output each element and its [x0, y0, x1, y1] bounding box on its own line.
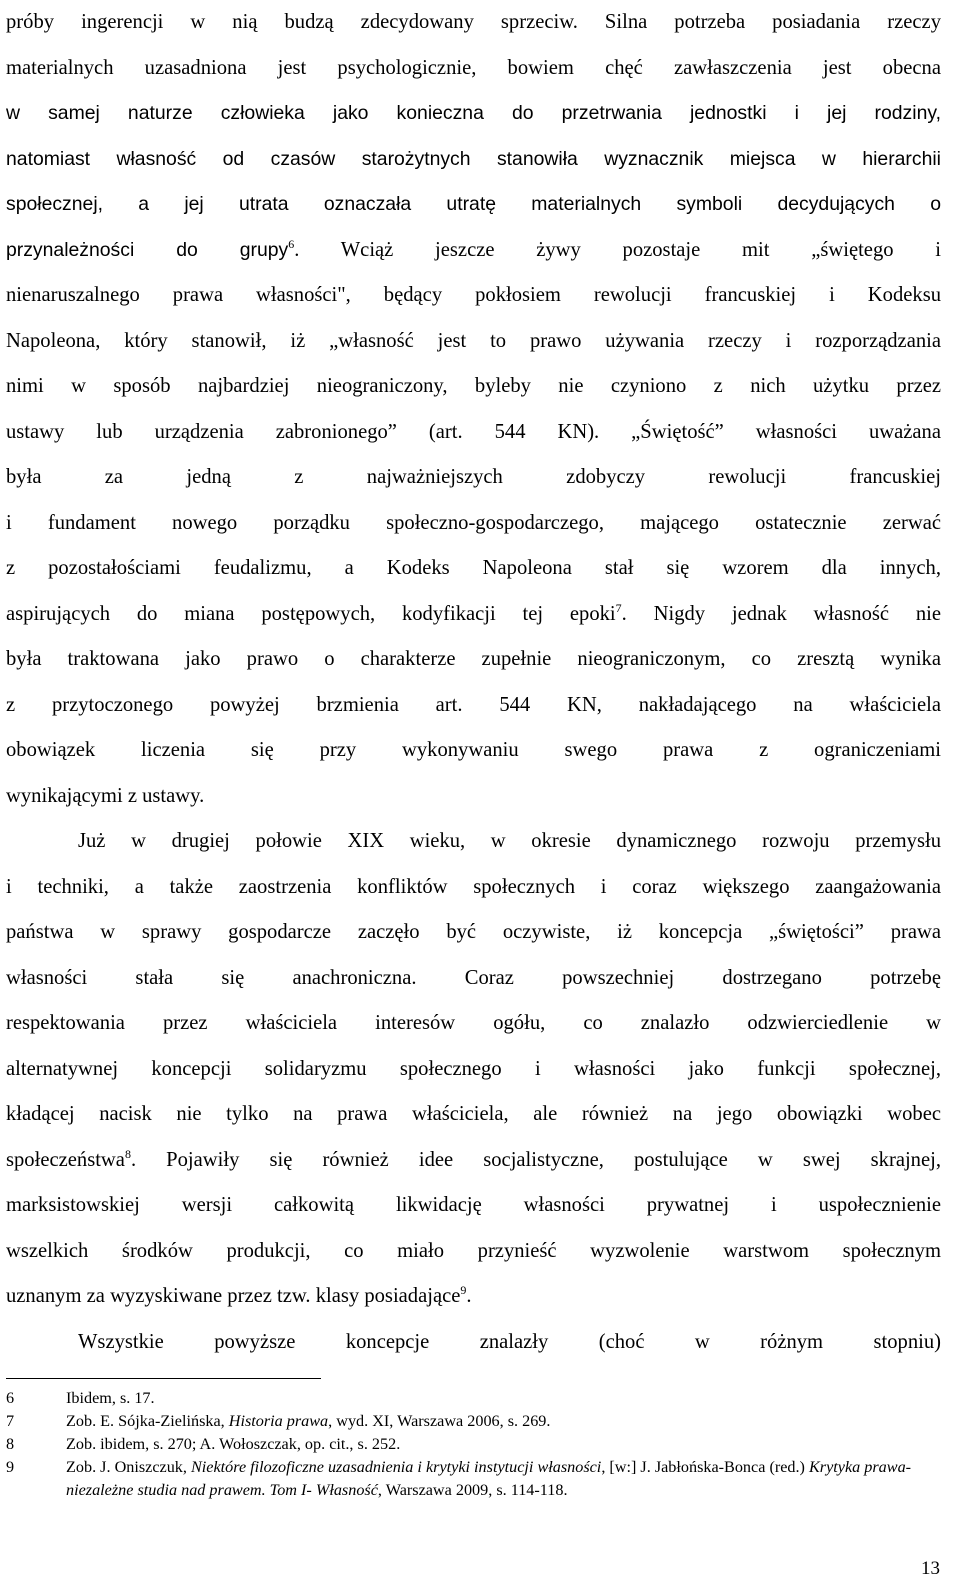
text-line	[6, 1183, 941, 1229]
footnote-segment: Ibidem, s. 17.	[66, 1389, 155, 1407]
text-line	[6, 1001, 941, 1047]
text-segment: wszelkich środków produkcji, co miało przynieść wyzwolenie warstwom społecznym	[6, 1239, 941, 1262]
footnote	[6, 1456, 941, 1502]
footnote	[6, 1433, 941, 1456]
text-line	[6, 91, 941, 137]
text-line	[6, 819, 941, 865]
text-segment: własności stała się anachroniczna. Coraz powszechniej dostrzegano potrzebę	[6, 966, 941, 989]
text-segment: nimi w sposób najbardziej nieograniczony, byleby nie czyniono z nich użytku przez	[6, 375, 941, 397]
text-segment: państwa w sprawy gospodarcze zaczęło być oczywiste, iż koncepcja „świętości” prawa	[6, 921, 941, 943]
footnote-ref: 9	[460, 1283, 467, 1298]
text-segment: kładącej nacisk nie tylko na prawa właściciela, ale również na jego obowiązki wobec	[6, 1103, 941, 1125]
text-line	[6, 501, 941, 547]
footnote-number: 7	[6, 1412, 15, 1430]
footnote-ref: 6	[288, 236, 295, 251]
text-line	[6, 410, 941, 456]
text-line	[6, 455, 941, 501]
footnote-text	[66, 1387, 941, 1410]
text-line	[6, 137, 941, 183]
text-line	[6, 1274, 941, 1320]
footnote-separator	[6, 1378, 321, 1379]
text-line	[6, 228, 941, 274]
text-segment: społecznej, a jej utrata oznaczała utratę materialnych symboli decydujących o	[6, 193, 941, 215]
text-segment: marksistowskiej wersji całkowitą likwidację własności prywatnej i uspołecznienie	[6, 1194, 941, 1216]
text-segment: Już w drugiej połowie XIX wieku, w okresie dynamicznego rozwoju przemysłu	[78, 830, 941, 852]
footnote-text	[66, 1433, 941, 1456]
text-segment: ustawy lub urządzenia zabronionego” (art. 544 KN). „Świętość” własności uważana	[6, 420, 941, 443]
text-line	[6, 728, 941, 774]
footnote-number: 9	[6, 1458, 15, 1476]
text-segment: . Wciąż jeszcze żywy pozostaje mit „świętego i	[294, 238, 941, 261]
footnote-segment: Zob. ibidem, s. 270; A. Wołoszczak, op. cit., s. 252.	[66, 1435, 401, 1453]
text-segment: społeczeństwa	[6, 1148, 125, 1171]
text-line	[6, 364, 941, 410]
footnote-number: 6	[6, 1389, 15, 1407]
text-line	[6, 46, 941, 92]
text-line	[6, 1229, 941, 1275]
footnote-ref: 7	[615, 600, 622, 615]
text-line	[6, 1138, 941, 1184]
page-number: 13	[921, 1558, 940, 1579]
text-line	[6, 546, 941, 592]
text-segment: . Nigdy jednak własność nie	[621, 602, 941, 625]
text-segment: aspirujących do miana postępowych, kodyfikacji tej epoki	[6, 602, 616, 625]
text-line	[6, 956, 941, 1002]
text-segment: i techniki, a także zaostrzenia konfliktów społecznych i coraz większego zaangażowania	[6, 875, 941, 898]
text-segment: z przytoczonego powyżej brzmienia art. 544 KN, nakładającego na właściciela	[6, 693, 941, 716]
text-segment: próby ingerencji w nią budzą zdecydowany sprzeciw. Silna potrzeba posiadania rzeczy	[6, 11, 941, 33]
text-segment: wynikającymi z ustawy.	[6, 784, 205, 807]
text-segment: i fundament nowego porządku społeczno-gospodarczego, mającego ostatecznie zerwać	[6, 511, 941, 534]
text-segment: z pozostałościami feudalizmu, a Kodeks Napoleona stał się wzorem dla innych,	[6, 557, 941, 579]
text-line	[6, 774, 941, 820]
footnote-segment: Zob. E. Sójka-Zielińska,	[66, 1412, 229, 1430]
footnote-segment: Zob. J. Oniszczuk,	[66, 1458, 191, 1476]
footnote-number: 8	[6, 1435, 15, 1453]
text-line	[6, 910, 941, 956]
footnote-text	[66, 1410, 941, 1433]
text-segment: materialnych uzasadniona jest psychologicznie, bowiem chęć zawłaszczenia jest obecna	[6, 56, 941, 79]
footnote	[6, 1410, 941, 1433]
text-line	[6, 637, 941, 683]
text-segment: respektowania przez właściciela interesów ogółu, co znalazło odzwierciedlenie w	[6, 1012, 941, 1034]
text-segment: Wszystkie powyższe koncepcje znalazły (choć w różnym stopniu)	[78, 1330, 941, 1353]
text-segment: .	[466, 1285, 472, 1307]
footnote-segment: , Warszawa 2009, s. 114-118.	[377, 1481, 568, 1499]
text-segment: przynależności do grupy	[6, 238, 289, 261]
text-segment: Napoleona, który stanowił, iż „własność jest to prawo używania rzeczy i rozporządzania	[6, 329, 941, 352]
text-segment: była za jedną z najważniejszych zdobyczy rewolucji francuskiej	[6, 466, 941, 488]
text-line	[6, 1092, 941, 1138]
text-line	[6, 1047, 941, 1093]
text-line	[6, 0, 941, 46]
text-segment: nienaruszalnego prawa własności", będący pokłosiem rewolucji francuskiej i Kodeksu	[6, 284, 941, 306]
footnote-segment: Historia prawa	[228, 1412, 329, 1430]
text-segment: obowiązek liczenia się przy wykonywaniu swego prawa z ograniczeniami	[6, 739, 941, 761]
text-segment: w samej naturze człowieka jako konieczna do przetrwania jednostki i jej rodziny,	[6, 102, 941, 124]
text-line	[6, 319, 941, 365]
text-segment: była traktowana jako prawo o charakterze zupełnie nieograniczonym, co zresztą wynika	[6, 648, 941, 670]
footnote-segment: Niektóre filozoficzne uzasadnienia i krytyki instytucji własności	[190, 1458, 602, 1476]
text-segment: . Pojawiły się również idee socjalistyczne, postulujące w swej skrajnej,	[130, 1148, 941, 1171]
text-segment: alternatywnej koncepcji solidaryzmu społecznego i własności jako funkcji społecznej,	[6, 1057, 941, 1080]
footnote-segment: Krytyka prawa- niezależne studia nad prawem. Tom I- Własność	[66, 1458, 912, 1499]
text-line	[6, 683, 941, 729]
text-segment: natomiast własność od czasów starożytnych stanowiła wyznacznik miejsca w hierarchii	[6, 147, 941, 170]
footnote	[6, 1387, 941, 1410]
footnotes	[6, 1387, 941, 1502]
footnote-ref: 8	[124, 1146, 131, 1161]
text-line	[6, 182, 941, 228]
text-line	[6, 865, 941, 911]
text-line	[6, 592, 941, 638]
text-line	[6, 1320, 941, 1366]
footnote-segment: , [w:] J. Jabłońska-Bonca (red.)	[601, 1458, 809, 1476]
footnote-text	[66, 1456, 941, 1502]
text-segment: uznanym za wyzyskiwane przez tzw. klasy posiadające	[6, 1285, 461, 1307]
body-text	[6, 0, 941, 1365]
footnote-segment: , wyd. XI, Warszawa 2006, s. 269.	[328, 1412, 551, 1430]
text-line	[6, 273, 941, 319]
